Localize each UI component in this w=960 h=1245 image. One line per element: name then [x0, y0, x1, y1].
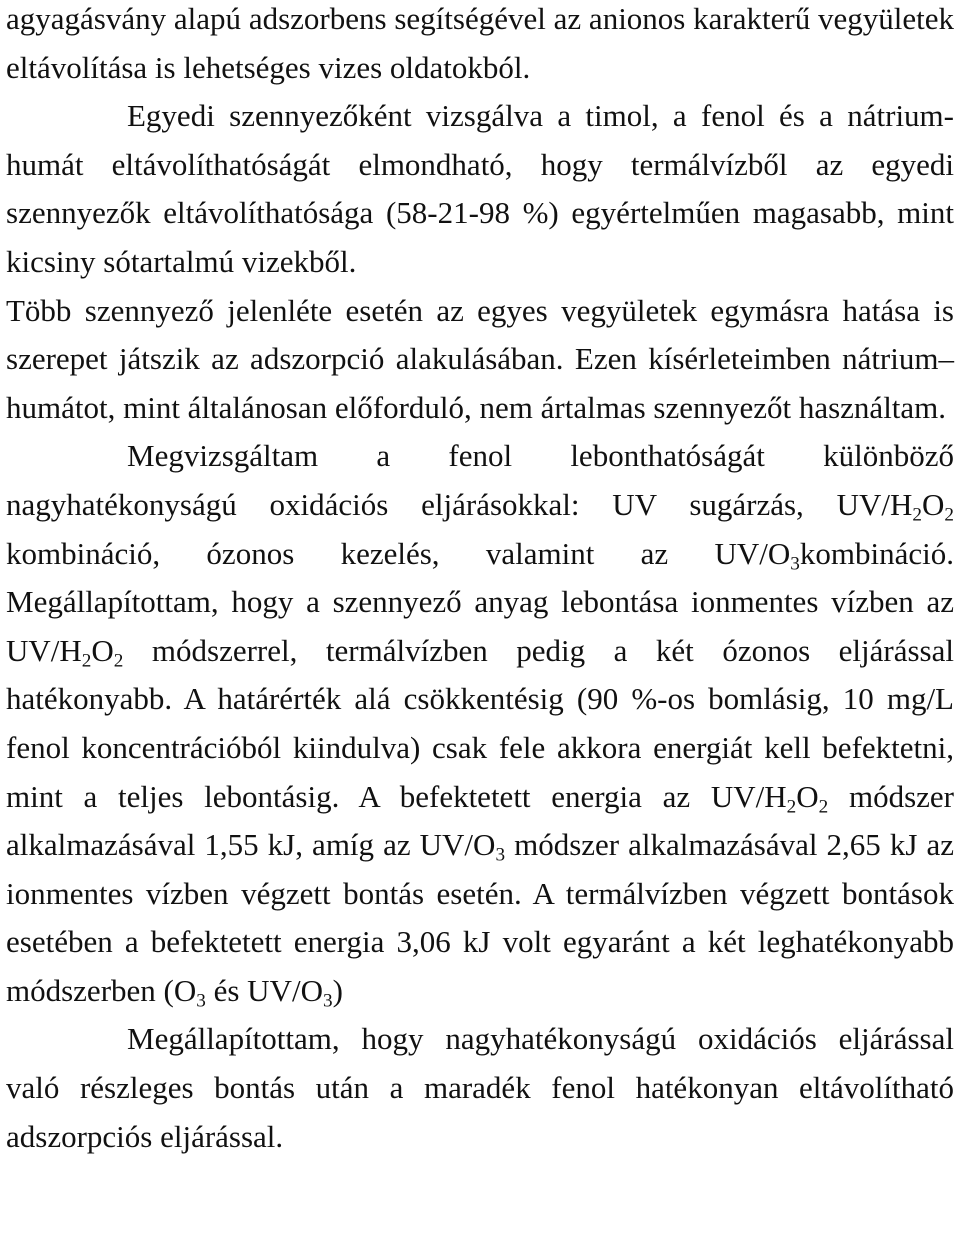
subscript-text: 3	[322, 990, 333, 1012]
paragraph-1	[6, 0, 954, 92]
subscript-text: 3	[196, 990, 206, 1012]
subscript-text: 2	[786, 795, 797, 817]
paragraph-4	[6, 432, 954, 1015]
text-run: O	[922, 486, 945, 522]
text-run: agyagásvány alapú adszorbens segítségével az anionos karakterű vegyületek eltávolítása is lehetséges vizes oldatokból.	[6, 1, 954, 85]
text-run: Több szennyező jelenléte esetén az egyes vegyületek egymásra hatása is szerepet játszik az adszorpció alakulásában. Ezen kísérleteimben nátrium–humátot, mint általánosan előforduló, nem ártalmas szennyezőt használtam.	[6, 292, 954, 425]
text-run: O	[91, 632, 114, 668]
subscript-text: 2	[81, 650, 92, 672]
text-run: )	[332, 972, 343, 1008]
text-run: kombináció, ózonos kezelés, valamint az UV/O	[6, 535, 791, 571]
text-run: kombináció. Megállapítottam, hogy a szennyező anyag lebontása ionmentes vízben az UV/H	[6, 535, 954, 668]
text-run: és UV/O	[205, 972, 323, 1008]
subscript-text: 3	[790, 552, 800, 574]
subscript-text: 2	[912, 504, 922, 526]
subscript-text: 3	[495, 844, 506, 866]
subscript-text: 2	[944, 504, 954, 526]
paragraph-2	[6, 92, 954, 286]
subscript-text: 2	[113, 650, 124, 672]
text-run: módszer alkalmazásával 2,65 kJ az ionmentes vízben végzett bontás esetén. A termálvízben végzett bontások esetében a befektetett energia 3,06 kJ volt egyaránt a két leghatékonyabb módszerben (O	[6, 827, 954, 1008]
text-run: módszerrel, termálvízben pedig a két ózonos eljárással hatékonyabb. A határérték alá csökkentésig (90 %-os bomlásig, 10 mg/L fenol koncentrációból kiindulva) csak fele akkora energiát kell befektetni, mint a teljes lebontásig. A befektetett energia az UV/H	[6, 632, 954, 814]
text-run: Megállapítottam, hogy nagyhatékonyságú oxidációs eljárással való részleges bontás után a maradék fenol hatékonyan eltávolítható adszorpciós eljárással.	[6, 1021, 954, 1154]
text-run: Egyedi szennyezőként vizsgálva a timol, a fenol és a nátrium-humát eltávolíthatóságát elmondható, hogy termálvízből az egyedi szennyezők eltávolíthatósága (58-21-98 %) egyértelműen magasabb, mint kicsiny sótartalmú vizekből.	[6, 98, 954, 279]
subscript-text: 2	[818, 795, 829, 817]
text-run: O	[796, 778, 819, 814]
text-run: Megvizsgáltam a fenol lebonthatóságát különböző nagyhatékonyságú oxidációs eljárásokkal: UV sugárzás, UV/H	[6, 438, 954, 522]
paragraph-5	[6, 1015, 954, 1161]
text-run: módszer alkalmazásával 1,55 kJ, amíg az UV/O	[6, 778, 954, 863]
paragraph-3	[6, 287, 954, 433]
